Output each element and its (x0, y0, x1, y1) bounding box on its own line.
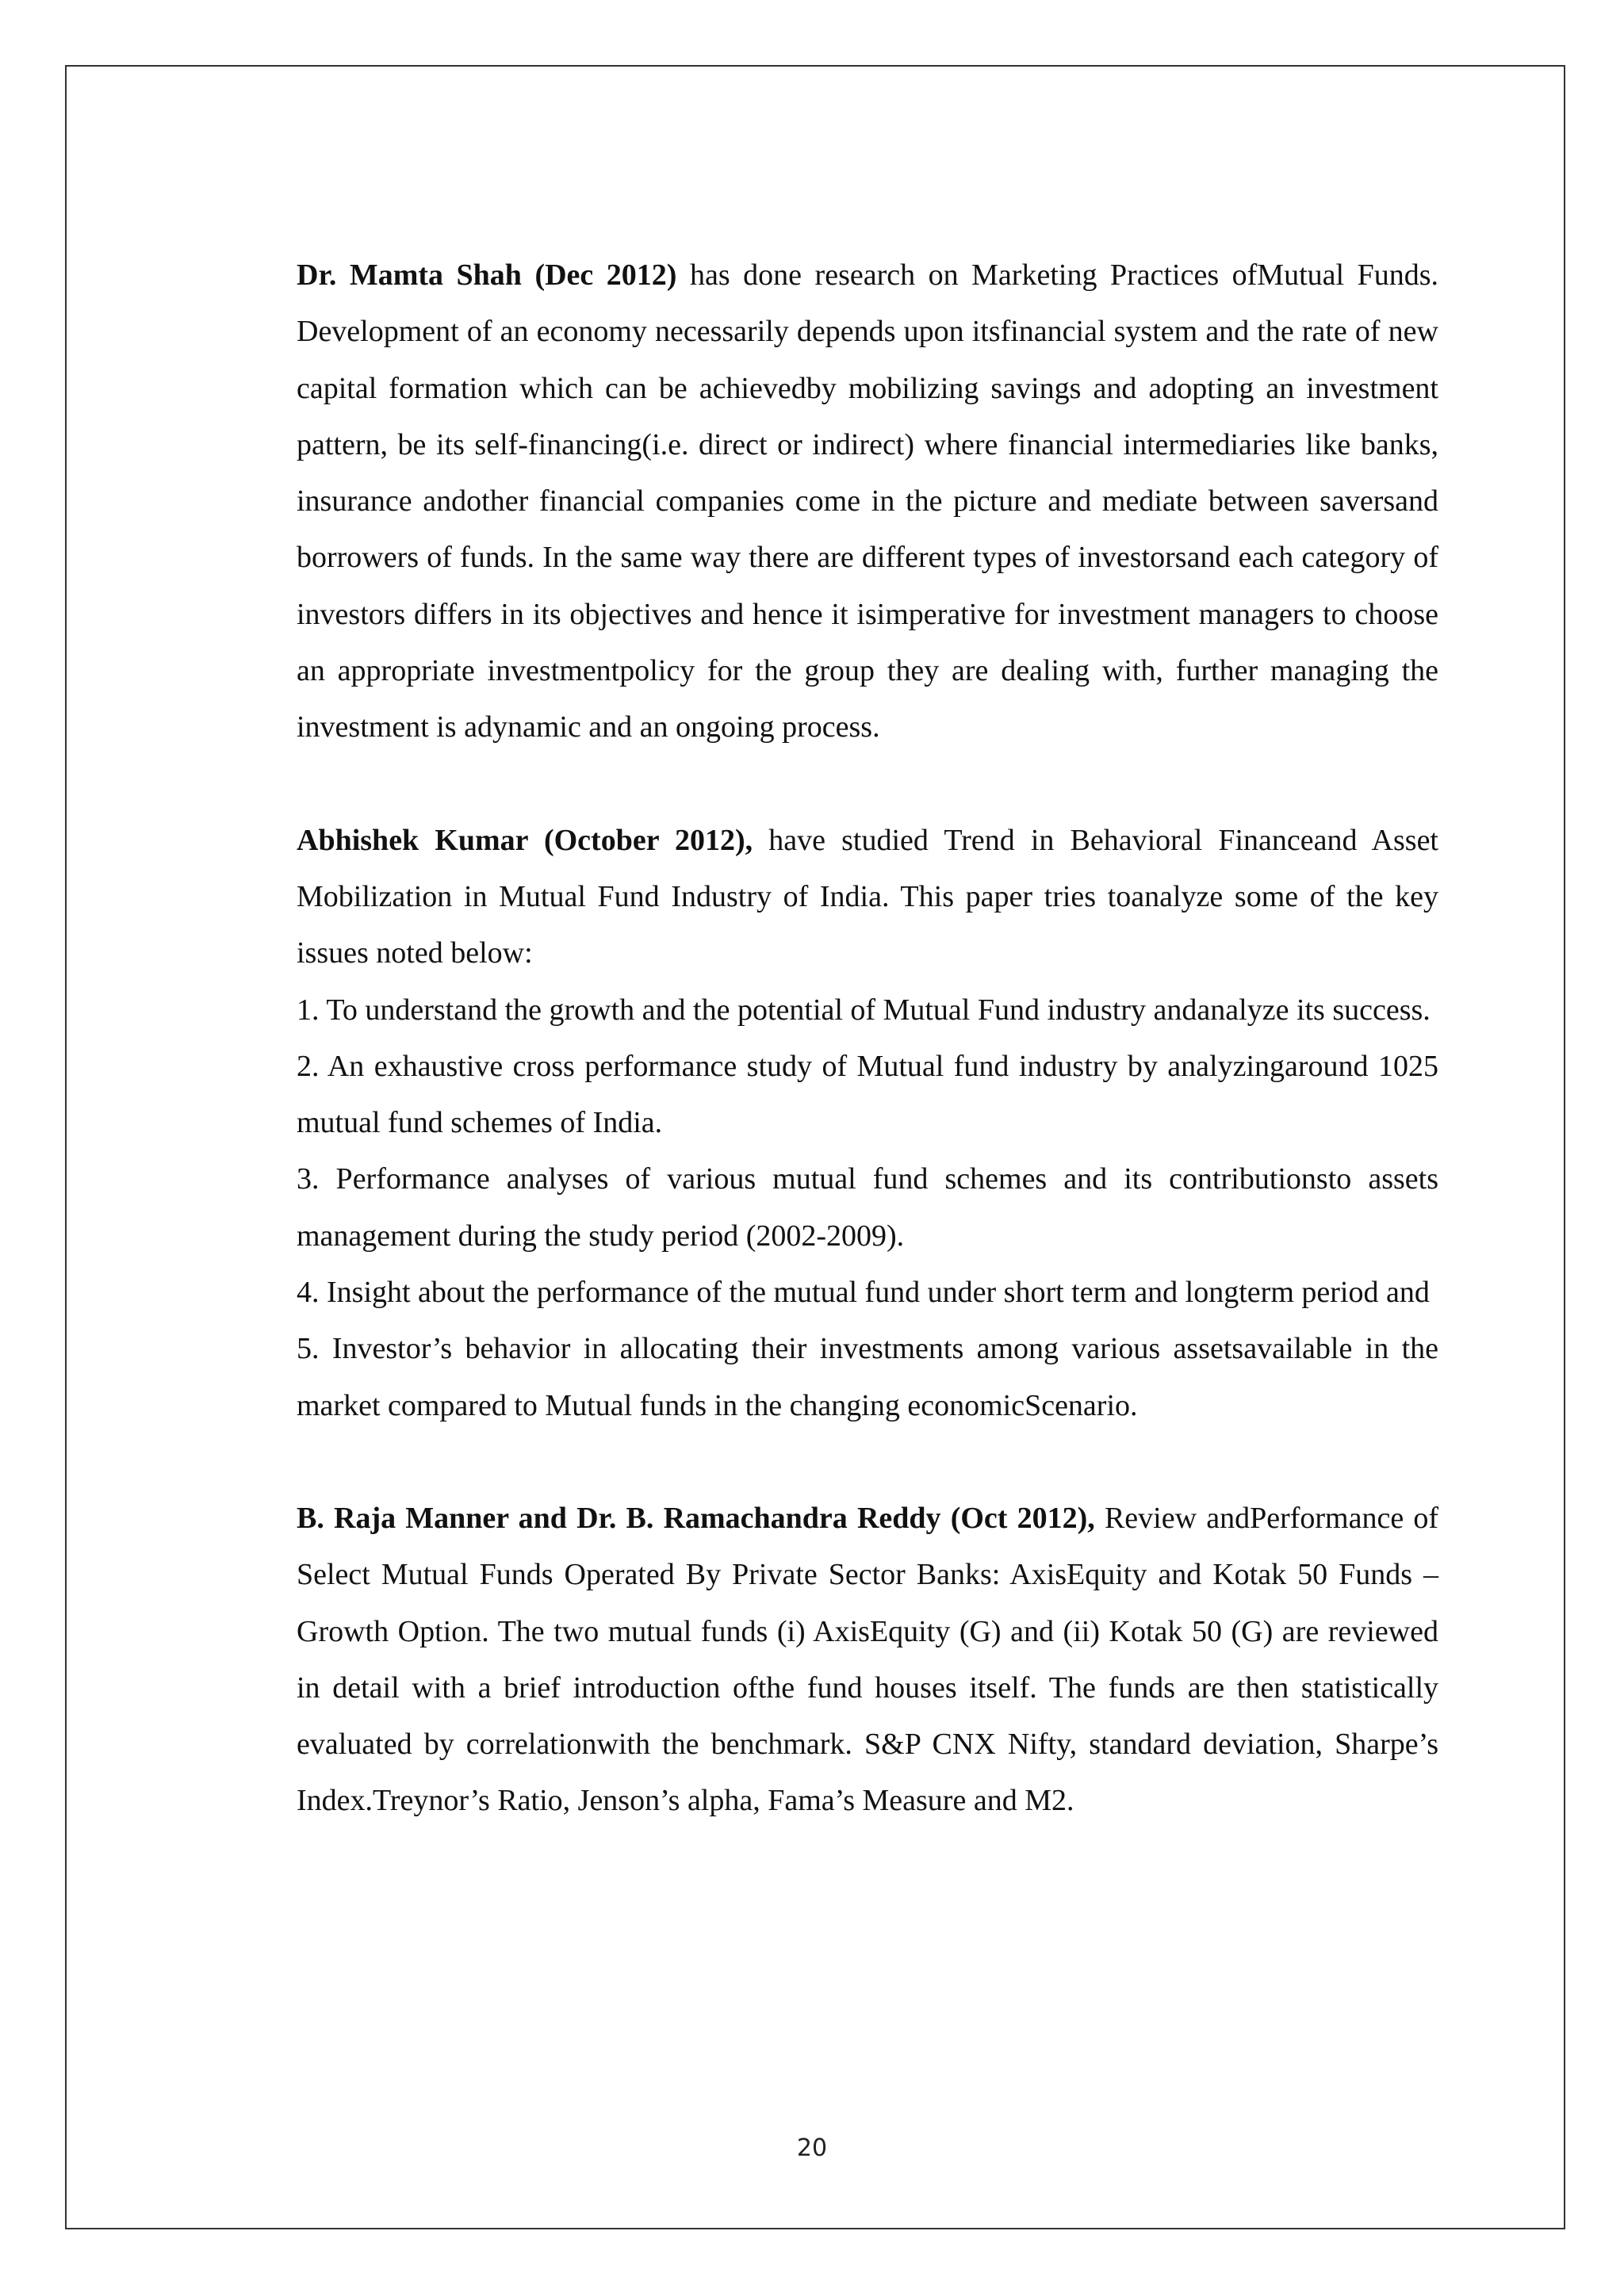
page-content (297, 247, 1438, 1830)
literature-entry-shah (297, 247, 1438, 756)
literature-entry-manner-reddy (297, 1490, 1438, 1830)
entry-author: B. Raja Manner and Dr. B. Ramachandra Reddy (Oct 2012), (297, 1501, 1095, 1535)
entry-paragraph (297, 813, 1438, 982)
list-item: 5. Investor’s behavior in allocating their investments among various assetsavailable in the market compared to Mutual funds in the changing economicScenario. (297, 1332, 1438, 1422)
entry-author: Dr. Mamta Shah (Dec 2012) (297, 258, 677, 292)
entry-text: have studied Trend in Behavioral Financeand Asset Mobilization in Mutual Fund Industry of India. This paper tries toanalyze some of the key issues noted below: (297, 823, 1438, 970)
entry-text: has done research on Marketing Practices ofMutual Funds. Development of an economy necessarily depends upon itsfinancial system and the rate of new capital formation which can be achievedby mobilizing savings and adopting an investment pattern, be its self-financing(i.e. direct or indirect) where financial intermediaries like banks, insurance andother financial companies come in the picture and mediate between saversand borrowers of funds. In the same way there are different types of investorsand each category of investors differs in its objectives and hence it isimperative for investment managers to choose an appropriate investmentpolicy for the group they are dealing with, further managing the investment is adynamic and an ongoing process. (297, 258, 1438, 744)
list-item: 3. Performance analyses of various mutual fund schemes and its contributionsto assets management during the study period (2002-2009). (297, 1162, 1438, 1253)
page-number: 20 (796, 2134, 828, 2162)
list-item: 1. To understand the growth and the potential of Mutual Fund industry andanalyze its success. (297, 993, 1431, 1027)
entry-paragraph (297, 247, 1438, 756)
entry-author: Abhishek Kumar (October 2012), (297, 823, 753, 857)
list-item: 4. Insight about the performance of the mutual fund under short term and longterm period and (297, 1276, 1430, 1310)
entry-paragraph (297, 1490, 1438, 1830)
literature-entry-kumar (297, 813, 1438, 1434)
entry-text: Review andPerformance of Select Mutual Funds Operated By Private Sector Banks: AxisEquity and Kotak 50 Funds – Growth Option. The two mutual funds (i) AxisEquity (G) and (ii) Kotak 50 (G) are reviewed in detail with a brief introduction ofthe fund houses itself. The funds are then statistically evaluated by correlationwith the benchmark. S&P CNX Nifty, standard deviation, Sharpe’s Index.Treynor’s Ratio, Jenson’s alpha, Fama’s Measure and M2. (297, 1501, 1439, 1818)
list-item: 2. An exhaustive cross performance study of Mutual fund industry by analyzingaround 1025 mutual fund schemes of India. (297, 1049, 1438, 1140)
